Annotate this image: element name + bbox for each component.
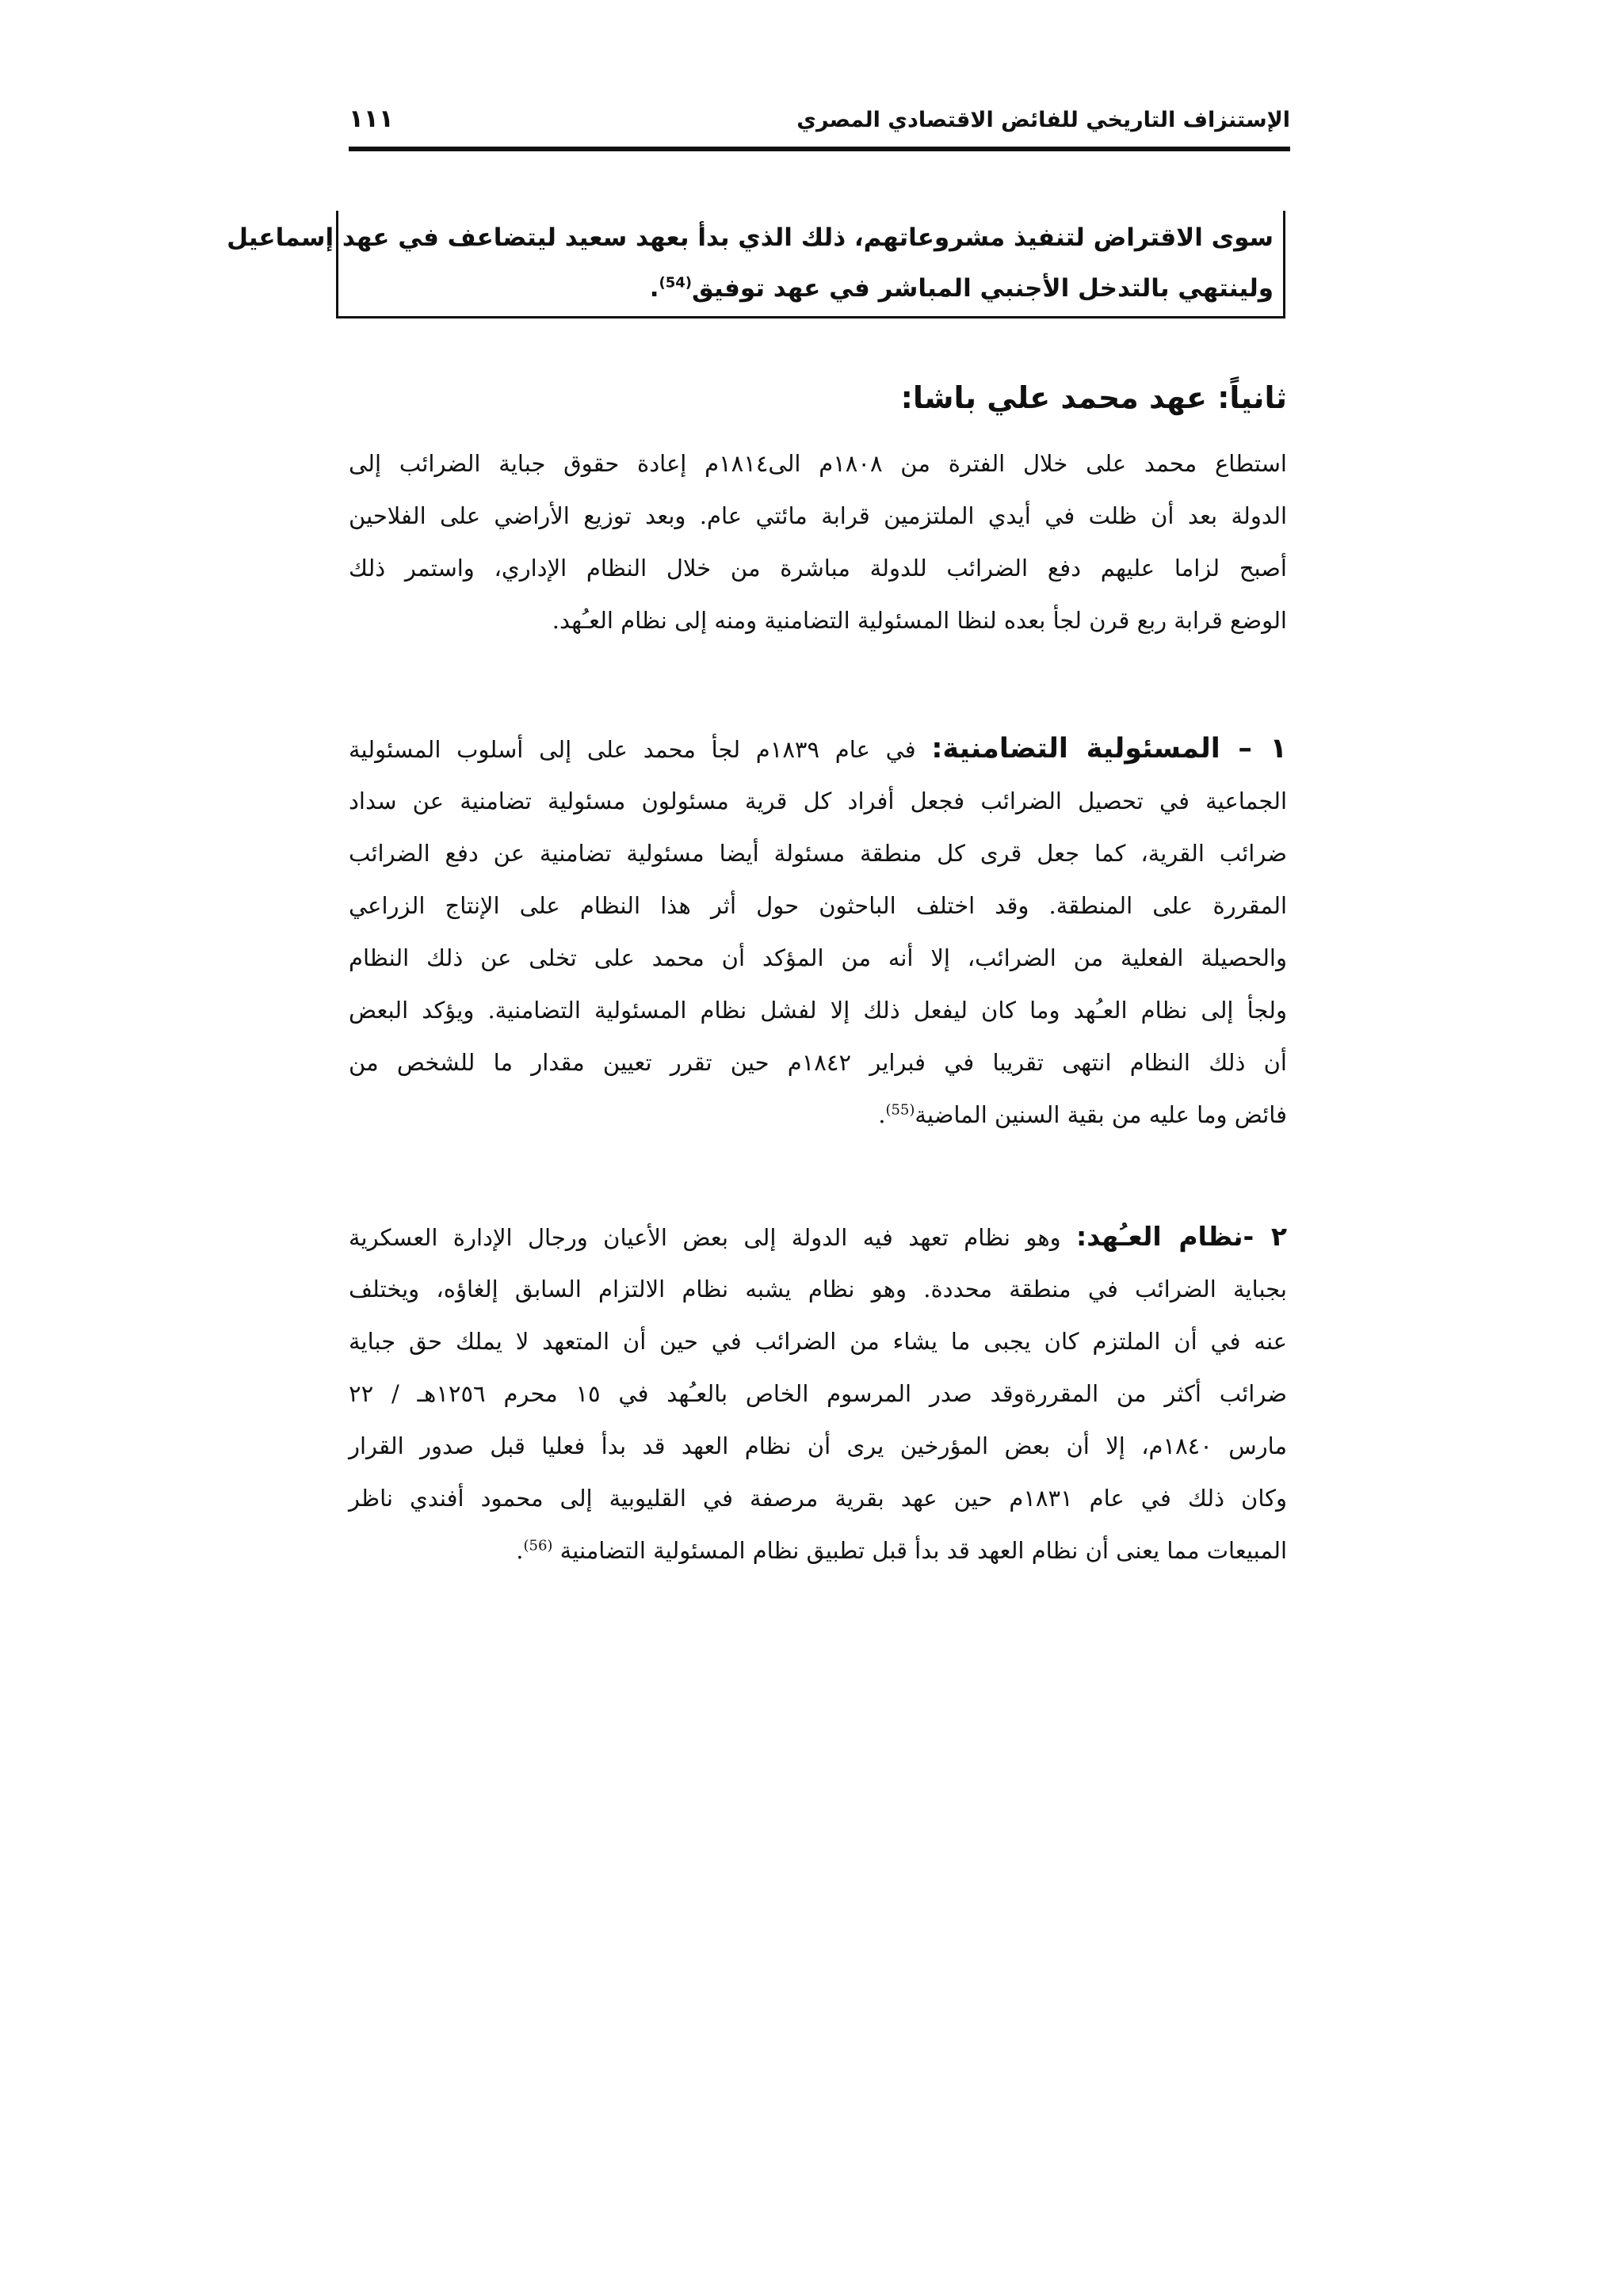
- text-line: والحصيلة الفعلية من الضرائب، إلا أنه من المؤكد أن محمد على تخلى عن ذلك النظام: [349, 944, 1287, 971]
- text-line: وكان ذلك في عام ١٨٣١م حين عهد بقرية مرصفة في القليوبية إلى محمود أفندي ناظر: [349, 1485, 1287, 1512]
- text-line: الجماعية في تحصيل الضرائب فجعل أفراد كل قرية مسئولون مسئولية تضامنية عن سداد: [349, 788, 1287, 814]
- text-line-content: فائض وما عليه من بقية السنين الماضية: [915, 1101, 1287, 1128]
- footnote-ref: (55): [885, 1101, 915, 1119]
- text-line-content: في عام ١٨٣٩م لجأ محمد على إلى أسلوب المسئولية: [349, 736, 916, 763]
- text-line-end: .: [516, 1537, 524, 1564]
- intro-paragraph: [349, 437, 1287, 646]
- item1-paragraph: [349, 723, 1287, 1141]
- text-line: [349, 1211, 1287, 1263]
- text-line: أصبح لزاما عليهم دفع الضرائب للدولة مباشرة من خلال النظام الإداري، واستمر ذلك: [349, 555, 1287, 582]
- text-line: [348, 263, 1274, 314]
- text-line: [349, 1089, 1287, 1141]
- boxed-continuation-paragraph: [227, 211, 1285, 318]
- running-title: الإستنزاف التاريخي للفائض الاقتصادي المصري: [796, 108, 1290, 132]
- text-line: ضرائب القرية، كما جعل قرى كل منطقة مسئولة أيضا مسئولية تضامنية عن دفع الضرائب: [349, 840, 1287, 867]
- text-line: الدولة بعد أن ظلت في أيدي الملتزمين قرابة مائتي عام. وبعد توزيع الأراضي على الفلاحين: [349, 502, 1287, 529]
- text-line-content: وهو نظام تعهد فيه الدولة إلى بعض الأعيان ورجال الإدارة العسكرية: [349, 1224, 1061, 1251]
- section-heading: ثانياً: عهد محمد علي باشا:: [900, 380, 1287, 415]
- text-line-content: المبيعات مما يعنى أن نظام العهد قد بدأ قبل تطبيق نظام المسئولية التضامنية: [559, 1537, 1287, 1564]
- text-line: [349, 1524, 1287, 1577]
- item2-label: ٢ -نظام العـُهد:: [1076, 1221, 1287, 1252]
- footnote-ref: (56): [523, 1537, 553, 1554]
- text-line: الوضع قرابة ربع قرن لجأ بعده لنظا المسئولية التضامنية ومنه إلى نظام العـُهد.: [552, 607, 1287, 634]
- text-line-end: .: [649, 274, 659, 303]
- text-line: [349, 723, 1287, 775]
- text-line: ضرائب أكثر من المقررةوقد صدر المرسوم الخاص بالعـُهد في ١٥ محرم ١٢٥٦هـ / ٢٢: [349, 1380, 1287, 1407]
- text-line: أن ذلك النظام انتهى تقريبا في فبراير ١٨٤٢م حين تقرر تعيين مقدار ما للشخص من: [349, 1049, 1287, 1076]
- text-line: عنه في أن الملتزم كان يجبى ما يشاء من الضرائب في حين أن المتعهد لا يملك حق جباية: [349, 1328, 1287, 1355]
- text-line: استطاع محمد على خلال الفترة من ١٨٠٨م الى١٨١٤م إعادة حقوق جباية الضرائب إلى: [349, 450, 1287, 477]
- item1-label: ١ – المسئولية التضامنية:: [931, 733, 1287, 765]
- page-header: [349, 101, 1290, 143]
- text-line-content: ولينتهي بالتدخل الأجنبي المباشر في عهد توفيق: [692, 274, 1274, 303]
- text-line: بجباية الضرائب في منطقة محددة. وهو نظام يشبه نظام الالتزام السابق إلغاؤه، ويختلف: [349, 1276, 1287, 1302]
- text-line: مارس ١٨٤٠م، إلا أن بعض المؤرخين يرى أن نظام العهد قد بدأ فعليا قبل صدور القرار: [349, 1432, 1287, 1459]
- header-rule: [349, 147, 1290, 151]
- page-number: ١١١: [349, 105, 394, 133]
- text-line-end: .: [878, 1101, 886, 1128]
- text-line: ولجأ إلى نظام العـُهد وما كان ليفعل ذلك إلا لفشل نظام المسئولية التضامنية. ويؤكد البعض: [349, 997, 1287, 1024]
- text-line: سوى الاقتراض لتنفيذ مشروعاتهم، ذلك الذي بدأ بعهد سعيد ليتضاعف في عهد إسماعيل: [227, 223, 1274, 252]
- item2-paragraph: [349, 1211, 1287, 1577]
- text-line: المقررة على المنطقة. وقد اختلف الباحثون حول أثر هذا النظام على الإنتاج الزراعي: [349, 892, 1287, 919]
- footnote-ref: (54): [659, 274, 693, 292]
